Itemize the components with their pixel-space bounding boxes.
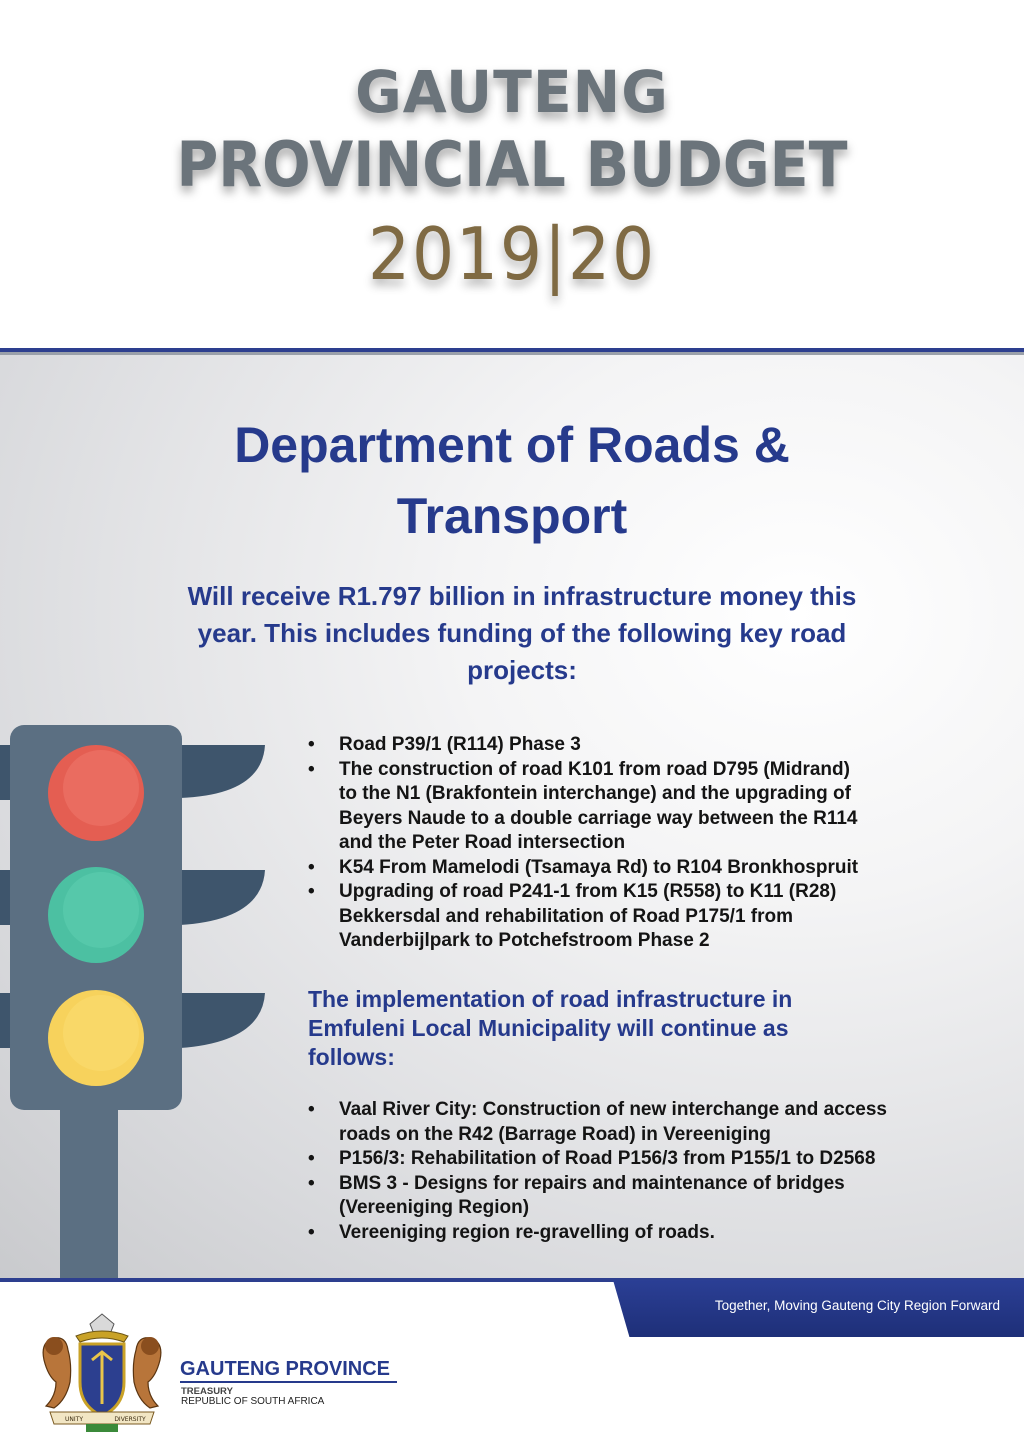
- header-title-line1: GAUTENG: [355, 58, 669, 126]
- header: [0, 0, 1024, 350]
- motto-left: UNITY: [65, 1416, 83, 1423]
- visor-right-top: [180, 745, 265, 798]
- lion-left-mane: [45, 1337, 63, 1355]
- list-item: [308, 733, 948, 758]
- list-item-line: Vanderbijlpark to Potchefstroom Phase 2: [339, 930, 710, 951]
- yellow-light-highlight: [63, 995, 139, 1071]
- list-item-line: • Road P39/1 (R114) Phase 3: [339, 734, 581, 755]
- traffic-light-icon: [0, 720, 300, 1280]
- list-item-line: to the N1 (Brakfontein interchange) and the upgrading of: [339, 783, 851, 804]
- crest-wreath: [76, 1331, 128, 1342]
- red-light-highlight: [63, 750, 139, 826]
- visor-right-bottom: [180, 993, 265, 1048]
- list-item-line: Beyers Naude to a double carriage way between the R114: [339, 807, 858, 829]
- department-title-line1: Department of Roads &: [234, 417, 790, 473]
- list-item-line: • Upgrading of road P241-1 from K15 (R558) to K11 (R28): [339, 881, 837, 902]
- list-item-line: (Vereeniging Region): [339, 1197, 530, 1218]
- list-item-line: roads on the R42 (Barrage Road) in Vereeniging: [339, 1123, 771, 1145]
- list-item-line: Bekkersdal and rehabilitation of Road P175/1 from: [339, 905, 794, 927]
- list-item: [308, 880, 948, 954]
- emfuleni-heading-line: Emfuleni Local Municipality will continue as: [308, 1015, 789, 1041]
- list-item: [308, 856, 948, 881]
- list-item: [308, 1098, 968, 1147]
- list-item-line: and the Peter Road intersection: [339, 832, 626, 853]
- list-item-line: • The construction of road K101 from road D795 (Midrand): [339, 758, 850, 780]
- header-title-line2: PROVINCIAL BUDGET: [176, 128, 848, 201]
- coat-of-arms-icon: [36, 1312, 168, 1436]
- emfuleni-heading-line: The implementation of road infrastructure in: [308, 986, 793, 1012]
- emfuleni-projects-list: [308, 1098, 968, 1245]
- green-light-highlight: [63, 872, 139, 948]
- department-title-line2: Transport: [396, 488, 628, 544]
- motto-right: DIVERSITY: [114, 1416, 146, 1423]
- org-country: REPUBLIC OF SOUTH AFRICA: [181, 1396, 325, 1407]
- list-item: [308, 1147, 968, 1172]
- org-name: GAUTENG PROVINCE: [180, 1358, 391, 1380]
- intro-line: Will receive R1.797 billion in infrastructure money this: [187, 581, 857, 611]
- org-department: TREASURY: [181, 1386, 233, 1397]
- department-title: [0, 410, 1024, 552]
- emfuleni-heading: [308, 985, 908, 1072]
- intro-line: projects:: [467, 655, 577, 685]
- list-item: [308, 1172, 968, 1221]
- key-projects-list: [308, 733, 948, 954]
- intro-line: year. This includes funding of the following key road: [197, 618, 847, 648]
- tagline-text: Together, Moving Gauteng City Region Forward: [714, 1298, 1000, 1313]
- list-item-line: • P156/3: Rehabilitation of Road P156/3 from P155/1 to D2568: [339, 1148, 876, 1169]
- header-year: 2019|20: [367, 212, 657, 296]
- list-item-line: • Vereeniging region re-gravelling of roads.: [339, 1221, 715, 1243]
- crest-base: [86, 1424, 118, 1432]
- lion-right-mane: [141, 1337, 159, 1355]
- list-item: [308, 758, 948, 856]
- list-item-line: • BMS 3 - Designs for repairs and maintenance of bridges: [339, 1172, 845, 1194]
- list-item: [308, 1221, 968, 1246]
- emfuleni-heading-line: follows:: [308, 1044, 395, 1070]
- intro-paragraph: [112, 578, 932, 689]
- list-item-line: • K54 From Mamelodi (Tsamaya Rd) to R104 Bronkhospruit: [339, 856, 859, 878]
- list-item-line: • Vaal River City: Construction of new interchange and access: [339, 1099, 887, 1120]
- traffic-light-pole: [60, 1100, 118, 1280]
- org-underline: [180, 1381, 397, 1383]
- visor-right-mid: [180, 870, 265, 925]
